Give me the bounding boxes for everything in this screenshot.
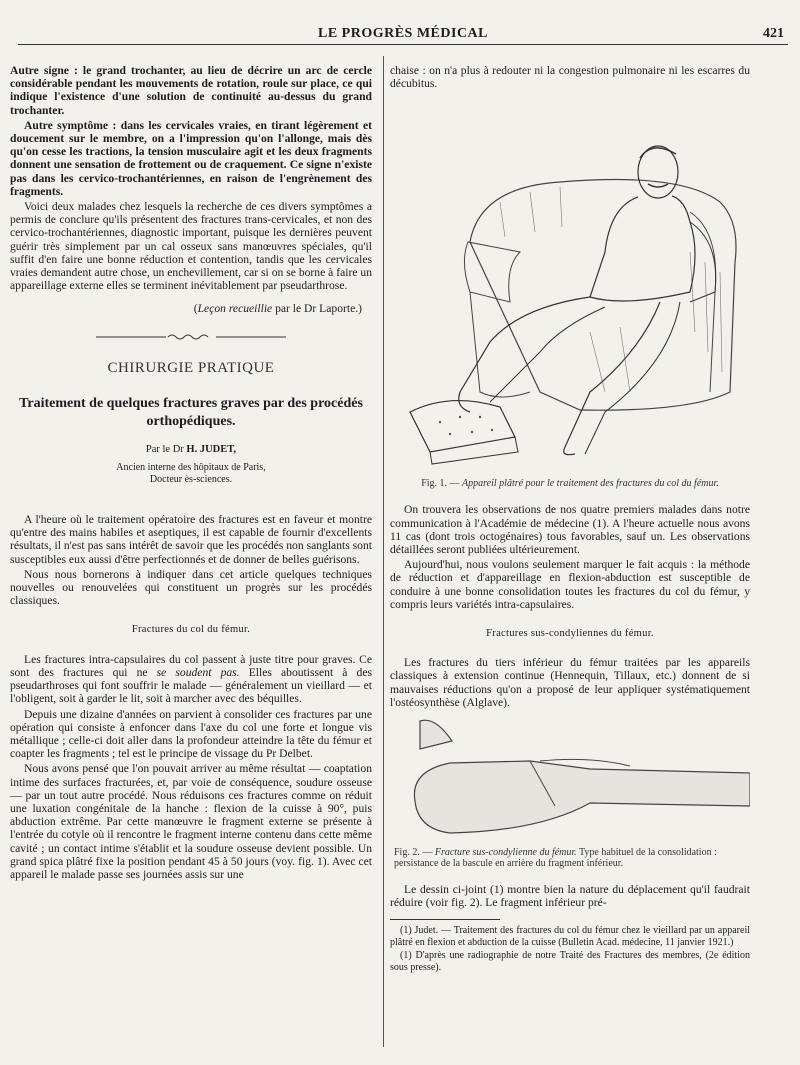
footnote-2: (1) D'après une radiographie de notre Traité des Fractures des membres, (2e édition sous presse). <box>390 950 750 973</box>
col-paragraph-2: Depuis une dizaine d'années on parvient à consolider ces fractures par une opération qui consiste à enfoncer dans l'axe du col une forte et longue vis métallique ; celle-ci doit aller dans la profondeur atteindre la tête du fémur et coapter les fragments ; tel est le principe de vissage du Pr Delbet. <box>10 707 372 761</box>
footnote-1: (1) Judet. — Traitement des fractures du col du fémur chez le vieillard par un appareil plâtré en flexion et abduction de la cuisse (Bulletin Acad. médecine, 11 janvier 1921.) <box>390 925 750 948</box>
article-title: Traitement de quelques fractures graves par des procédés orthopédiques. <box>19 395 363 429</box>
sus-condylian-paragraph: Les fractures du tiers inférieur du fémur traitées par les appareils classiques à extension continue (Hennequin, Tillaux, etc.) donnent de si mauvaises réductions qu'on a proposé de leur appliquer systématiquement l'ostéosynthèse (Alglave). <box>390 656 750 709</box>
body-paragraph-2: Nous nous bornerons à indiquer dans cet article quelques techniques nouvelles ou renouvelées qui constituent un progrès sur les procédés classiques. <box>10 567 372 608</box>
page-header <box>18 22 788 45</box>
intro-bold-block <box>10 64 372 198</box>
col-paragraph-1: Les fractures intra-capsulaires du col passent à juste titre pour graves. Ce sont des fractures qui ne se soudent pas. Elles aboutissent à des pseudarthroses qui font souffrir le malade — généralement un vieillard — et l'obligent, soit à garder le lit, soit à marcher avec des béquilles. <box>10 652 372 706</box>
continuation-paragraph: chaise : on n'a plus à redouter ni la congestion pulmonaire ni les escarres du décubitus. <box>390 64 750 91</box>
subheading-sus-condyliennes: Fractures sus-condyliennes du fémur. <box>486 628 654 640</box>
lecture-signature: (Leçon recueillie par le Dr Laporte.) <box>193 302 362 316</box>
intro-paragraph-2: Autre symptôme : dans les cervicales vraies, en tirant légèrement et doucement sur le membre, on a l'impression qu'on l'allonge, mais dès qu'on cesse les tractions, la tension musculaire agit et les deux fragments donnent une sensation de frottement ou de craquement. Ce signe n'existe pas dans les cervico-trochantériennes, en raison de l'engrènement des fragments. <box>10 118 372 198</box>
page-number: 421 <box>763 26 784 41</box>
journal-title: LE PROGRÈS MÉDICAL <box>317 26 489 41</box>
right-paragraph-1: On trouvera les observations de nos quatre premiers malades dans notre communication à l'Académie de médecine (1). A l'heure actuelle nous avons 11 cas (dont trois octogénaires) tous favorables, sauf un. Les observations détaillées seront publiées ultérieurement. <box>390 503 750 557</box>
figure-1 <box>390 92 750 489</box>
subheading-col-femur: Fractures du col du fémur. <box>131 624 251 636</box>
section-title: CHIRURGIE PRATIQUE <box>107 359 275 376</box>
intro-paragraph-1: Autre signe : le grand trochanter, au lieu de décrire un arc de cercle considérable pendant les mouvements de rotation, roule sur place, ce qui indique l'existence d'une solution de continuité au-dessus du grand trochanter. <box>10 64 372 117</box>
figure-2-caption: Fig. 2. — Fracture sus-condylienne du fémur. Type habituel de la consolidation : persistance de la bascule en arrière du fragment inférieur. <box>394 847 717 870</box>
byline: Par le Dr H. JUDET, <box>145 443 237 455</box>
column-divider <box>383 56 384 1047</box>
right-paragraph-2: Aujourd'hui, nous voulons seulement marquer le fait acquis : la méthode de réduction et d'appareillage en flexion-abduction est susceptible de conduire à une bonne consolidation toutes les fractures du col du fémur, y compris leurs variétés intra-capsulaires. <box>390 558 750 611</box>
left-column <box>10 64 372 883</box>
figure-2 <box>390 711 750 869</box>
figure-1-caption: Fig. 1. — Appareil plâtré pour le traitement des fractures du col du fémur. <box>421 478 719 490</box>
right-last-paragraph: Le dessin ci-joint (1) montre bien la nature du déplacement qu'il faudrait réduire (voir fig. 2). Le fragment inférieur pré- <box>390 883 750 910</box>
col-paragraph-3: Nous avons pensé que l'on pouvait arriver au même résultat — coaptation intime des surfaces fracturées, et, par voie de conséquence, soudure osseuse — par un tout autre procédé. Nous réduisons ces fractures comme on réduit une luxation congénitale de la hanche : flexion de la cuisse à 90°, puis abduction extrême. Par cette manœuvre le fragment externe se présente à l'entrée du cotyle où il rencontre le fragment interne contenu dans cette même cavité ; un contact intime s'établit et la soudure osseuse devient possible. Un grand spica plâtré fixe la position pendant 45 à 50 jours (voy. fig. 1). Avec cet appareil le malade passe ses journées assis sur une <box>10 762 372 881</box>
right-column <box>390 64 750 975</box>
section-separator <box>96 332 286 342</box>
body-paragraph-1: A l'heure où le traitement opératoire des fractures est en faveur et montre qu'entre des mains habiles et aseptiques, il est capable de fournir d'excellents résultats, il n'est pas sans intérêt de savoir que les procédés non sanglants sont susceptibles eux aussi d'être perfectionnés et de donner de belles guérisons. <box>10 513 372 566</box>
footnote-rule <box>390 919 500 920</box>
figure-2-illustration <box>390 711 750 841</box>
author-affiliation: Ancien interne des hôpitaux de Paris, Docteur ès-sciences. <box>116 462 266 485</box>
diagnosis-paragraph: Voici deux malades chez lesquels la recherche de ces divers symptômes a permis de conclure qu'ils présentent des fractures trans-cervicales, et non des cervico-trochantériennes, diagnostic important, puisque les dernières peuvent guérir très simplement par un cal osseux sans manœuvres spéciales, qu'il suffit d'en faire une bonne réduction et contention, tandis que les cervicales vraies demandent autre chose, un enchevillement, car si on se borne à faire un appareillage externe elles se terminent inévitablement par pseudarthrose. <box>10 200 372 293</box>
figure-1-illustration <box>390 92 750 472</box>
